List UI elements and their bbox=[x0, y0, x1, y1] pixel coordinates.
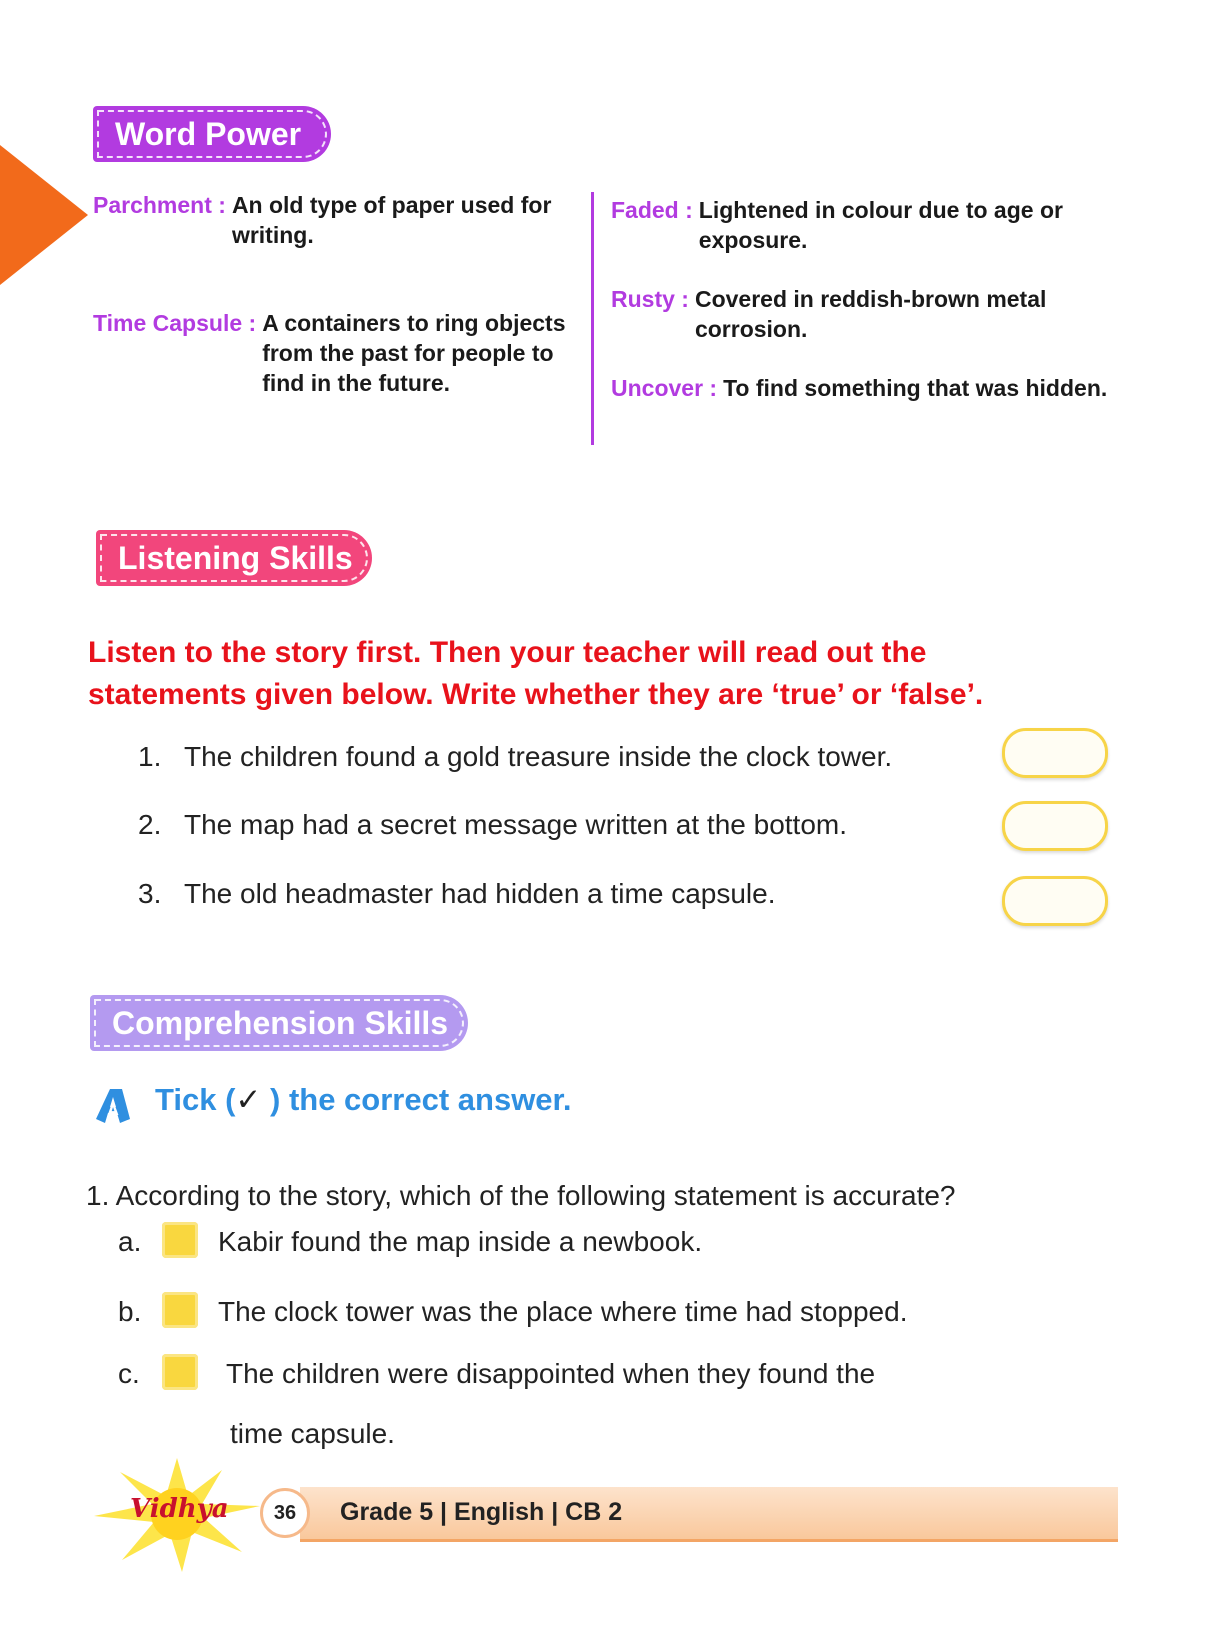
option-label: a. bbox=[118, 1226, 142, 1257]
glossary-term: Parchment : bbox=[93, 192, 226, 218]
option-a-checkbox[interactable] bbox=[162, 1222, 198, 1258]
statement-text: The old headmaster had hidden a time capsule. bbox=[184, 878, 776, 909]
option-c bbox=[118, 1358, 158, 1390]
option-a-text: Kabir found the map inside a newbook. bbox=[218, 1226, 703, 1257]
listening-skills-heading: Listening Skills bbox=[96, 530, 372, 586]
glossary-term: Uncover : bbox=[611, 375, 718, 401]
word-power-heading: Word Power bbox=[93, 106, 331, 162]
glossary-term: Rusty : bbox=[611, 286, 689, 312]
glossary-term: Time Capsule : bbox=[93, 310, 257, 336]
option-b-text: The clock tower was the place where time had stopped. bbox=[218, 1296, 908, 1327]
answer-box-1[interactable] bbox=[1002, 728, 1108, 778]
statement-2 bbox=[138, 808, 847, 842]
answer-box-2[interactable] bbox=[1002, 801, 1108, 851]
instruction-line-1: Listen to the story first. Then your teacher will read out the bbox=[88, 636, 927, 669]
glossary-definition: A containers to ring objects from the past for people to find in the future. bbox=[262, 310, 566, 396]
option-c-text: The children were disappointed when they found the bbox=[226, 1358, 876, 1389]
option-c-checkbox[interactable] bbox=[162, 1354, 198, 1390]
tick-instruction-start: Tick ( bbox=[155, 1082, 236, 1117]
section-a-icon bbox=[92, 1085, 134, 1127]
instruction-line-2: statements given below. Write whether they are ‘true’ or ‘false’. bbox=[88, 678, 984, 711]
page-number: 36 bbox=[260, 1488, 310, 1538]
listening-instruction bbox=[88, 632, 1188, 716]
glossary-term: Faded : bbox=[611, 197, 693, 223]
glossary-definition: Covered in reddish-brown metal corrosion. bbox=[694, 286, 1047, 342]
glossary-entry-rusty bbox=[611, 284, 1111, 344]
statement-text: The map had a secret message written at the bottom. bbox=[184, 809, 848, 840]
option-b bbox=[118, 1296, 158, 1328]
statement-number: 1. bbox=[138, 741, 162, 772]
statement-3 bbox=[138, 877, 776, 911]
glossary-definition: An old type of paper used for writing. bbox=[231, 192, 552, 248]
question-1: 1. According to the story, which of the following statement is accurate? bbox=[86, 1180, 956, 1211]
statement-number: 3. bbox=[138, 878, 162, 909]
option-a bbox=[118, 1226, 158, 1258]
glossary-divider bbox=[591, 192, 594, 445]
option-label: c. bbox=[118, 1358, 140, 1389]
answer-box-3[interactable] bbox=[1002, 876, 1108, 926]
statement-text: The children found a gold treasure inside the clock tower. bbox=[184, 741, 893, 772]
glossary-entry-parchment bbox=[93, 190, 563, 250]
statement-number: 2. bbox=[138, 809, 162, 840]
glossary-entry-faded bbox=[611, 195, 1111, 255]
option-b-checkbox[interactable] bbox=[162, 1292, 198, 1328]
comprehension-skills-heading: Comprehension Skills bbox=[90, 995, 468, 1051]
glossary-entry-uncover bbox=[611, 373, 1211, 403]
statement-1 bbox=[138, 740, 892, 774]
option-c-text-continued: time capsule. bbox=[230, 1418, 395, 1449]
corner-decoration bbox=[0, 145, 88, 285]
glossary-definition: Lightened in colour due to age or exposure. bbox=[698, 197, 1063, 253]
glossary-definition: To find something that was hidden. bbox=[723, 375, 1108, 401]
footer-text: Grade 5 | English | CB 2 bbox=[340, 1498, 623, 1526]
vidhya-logo-text: Vidhya bbox=[130, 1494, 229, 1524]
tick-instruction bbox=[155, 1082, 572, 1118]
section-letter: A bbox=[107, 1103, 119, 1119]
glossary-entry-time-capsule bbox=[93, 308, 573, 398]
option-label: b. bbox=[118, 1296, 142, 1327]
tick-instruction-end: ) the correct answer. bbox=[261, 1082, 572, 1117]
tick-mark-icon: ✓ bbox=[235, 1082, 262, 1117]
